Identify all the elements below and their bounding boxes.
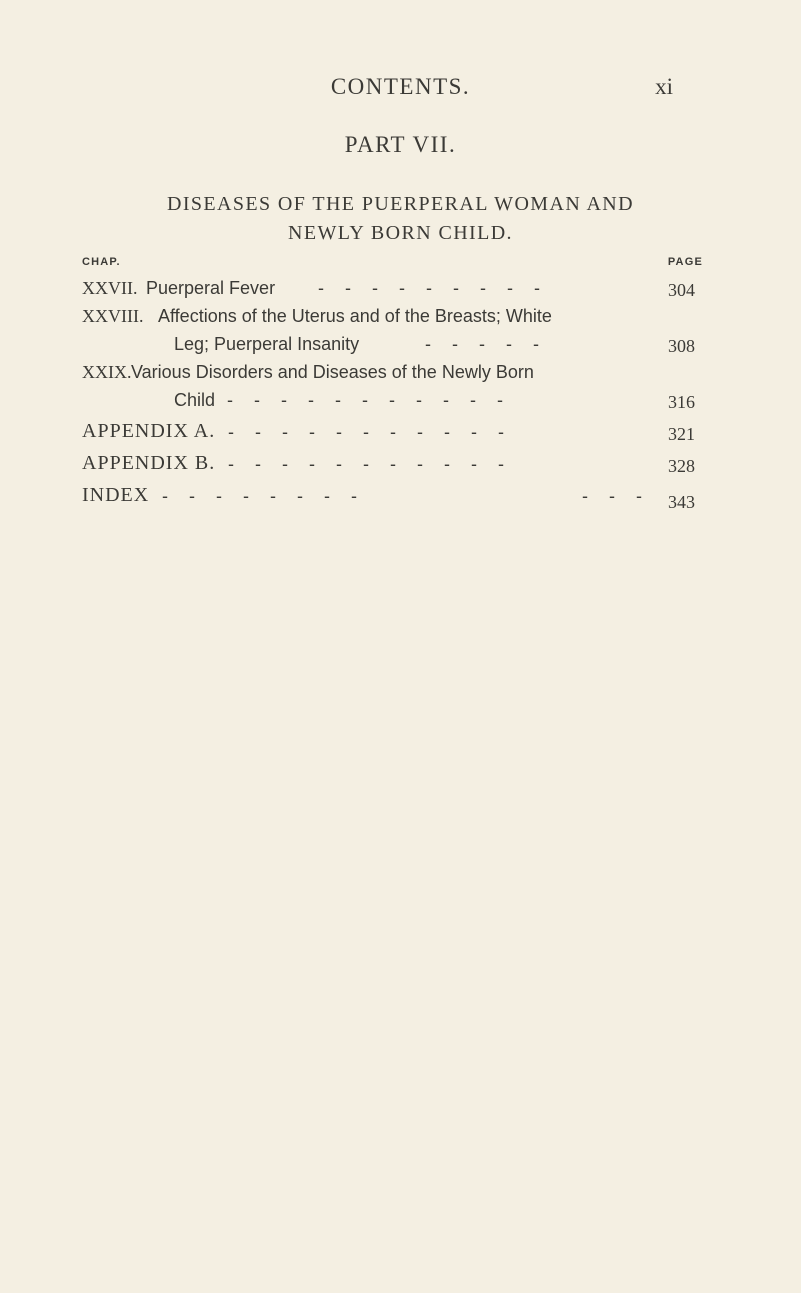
chapter-number: XXVII. <box>82 278 138 298</box>
running-title: CONTENTS. <box>330 74 471 99</box>
dot-leaders: - - - - - - - - - <box>318 278 548 298</box>
page-number: 308 <box>668 336 695 356</box>
chapter-title: Puerperal Fever <box>146 278 276 298</box>
chapter-title-line-1: Various Disorders and Diseases of the Newly Born <box>131 362 534 382</box>
page-number: 343 <box>668 492 695 512</box>
chapter-title-line-2: Child <box>174 390 216 410</box>
chapter-column-label: CHAP. <box>82 256 121 268</box>
section-heading-line-2: NEWLY BORN CHILD. <box>288 222 513 244</box>
page-column-label: PAGE <box>667 256 703 268</box>
chapter-number: XXIX. <box>82 362 132 382</box>
back-matter-title: INDEX <box>82 484 150 506</box>
section-heading <box>0 190 801 248</box>
chapter-title-line-1: Affections of the Uterus and of the Breasts; White <box>158 306 552 326</box>
page-folio: xi <box>655 74 673 99</box>
section-heading-line-1: DISEASES OF THE PUERPERAL WOMAN AND <box>166 193 634 215</box>
part-heading: PART VII. <box>344 132 457 157</box>
dot-leaders: - - - - - - - - <box>162 486 365 506</box>
chapter-title-line-2: Leg; Puerperal Insanity <box>174 334 360 354</box>
chapter-number: XXVIII. <box>82 306 144 326</box>
dot-leaders: - - - - - - - - - - - <box>228 422 512 442</box>
dot-leaders: - - - - - <box>425 334 547 354</box>
back-matter-title: APPENDIX A. <box>82 420 216 442</box>
page-number: 328 <box>668 456 695 476</box>
back-matter-title: APPENDIX B. <box>82 452 216 474</box>
dot-leaders: - - - - - - - - - - - <box>227 390 511 410</box>
page-number: 316 <box>668 392 695 412</box>
page-number: 304 <box>668 280 695 300</box>
dot-leaders: - - - <box>582 486 650 506</box>
running-head <box>0 74 801 106</box>
dot-leaders: - - - - - - - - - - - <box>228 454 512 474</box>
page-number: 321 <box>668 424 695 444</box>
